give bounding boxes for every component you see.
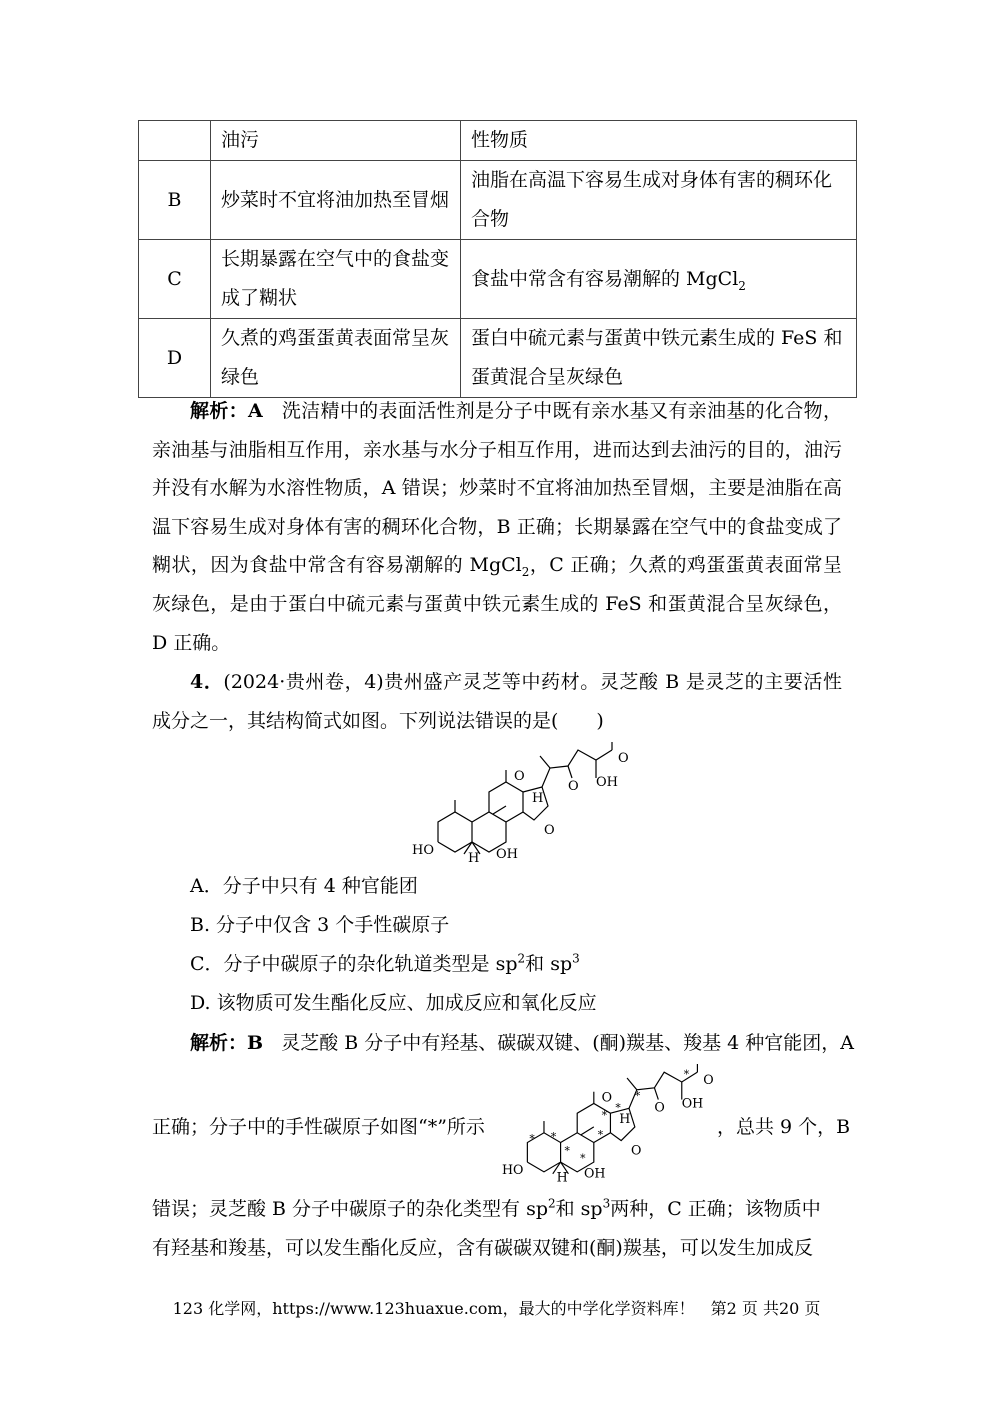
superscript: 2	[517, 951, 526, 966]
table-cell-phenomenon: 油污	[211, 121, 461, 161]
table-cell-explanation: 蛋白中硫元素与蛋黄中铁元素生成的 FeS 和蛋黄混合呈灰绿色	[461, 319, 857, 398]
hydrogen-label: H	[532, 791, 544, 806]
table-cell-phenomenon: 久煮的鸡蛋蛋黄表面常呈灰绿色	[211, 319, 461, 398]
hydroxyl-label: HO	[412, 843, 434, 858]
oxygen-label: O	[568, 779, 579, 794]
oxygen-label: O	[601, 1089, 613, 1105]
analysis-2-line-1	[190, 1028, 854, 1055]
hydrogen-label: H	[468, 851, 480, 862]
options-table	[138, 120, 857, 398]
analysis-2-line-4: 有羟基和羧基，可以发生酯化反应，含有碳碳双键和(酮)羰基，可以发生加成反	[152, 1237, 813, 1259]
chiral-star: *	[615, 1101, 621, 1115]
analysis-1	[152, 392, 842, 662]
analysis-answer: A	[247, 400, 263, 422]
hydroxyl-label: HO	[501, 1161, 524, 1177]
oxygen-label: O	[618, 751, 629, 766]
hydrogen-label: H	[619, 1111, 631, 1126]
analysis-text: 洗洁精中的表面活性剂是分子中既有亲水基又有亲油基的化合物，亲油基与油脂相互作用，亲水基与水分子相互作用，进而达到去油污的目的，油污并没有水解为水溶性物质，A 错误；炒菜时不宜将油加热至冒烟，主要是油脂在高温下容易生成对身体有害的稠环化合物，B 正确；长期暴露在空气中的食盐变成了糊状，因为食盐中常含有容易潮解的 MgCl	[152, 400, 842, 577]
subscript: 2	[521, 565, 530, 580]
superscript: 2	[548, 1196, 556, 1211]
table-cell-phenomenon: 炒菜时不宜将油加热至冒烟	[211, 161, 461, 240]
option-text: 和 sp	[525, 953, 573, 975]
chiral-star: *	[597, 1128, 604, 1142]
superscript: 3	[572, 951, 580, 966]
option-text: 该物质可发生酯化反应、加成反应和氧化反应	[216, 992, 597, 1014]
option-label: D.	[190, 992, 217, 1014]
table-row	[139, 161, 857, 240]
question-text: (2024·贵州卷，4)贵州盛产灵芝等中药材。灵芝酸 B 是灵芝的主要活性成分之一，其结构简式如图。下列说法错误的是( )	[152, 671, 842, 732]
analysis-text: 错误；灵芝酸 B 分子中碳原子的杂化类型有 sp	[152, 1198, 548, 1220]
analysis-label: 解析：	[190, 400, 248, 422]
chiral-star: *	[580, 1152, 586, 1166]
table-cell-explanation	[461, 240, 857, 319]
oxygen-label: O	[544, 823, 555, 838]
page-footer: 123 化学网，https://www.123huaxue.com，最大的中学化学资料库！ 第2 页 共20 页	[172, 1299, 821, 1318]
chiral-star: *	[529, 1132, 535, 1146]
analysis-text: 和 sp	[555, 1198, 603, 1220]
option-c	[190, 949, 580, 976]
analysis-text: 灵芝酸 B 分子中有羟基、碳碳双键、(酮)羰基、羧基 4 种官能团，A	[281, 1032, 854, 1054]
option-label: B.	[190, 914, 217, 936]
option-text: 分子中只有 4 种官能团	[222, 875, 418, 897]
analysis-text: ，C 正确；久煮的鸡蛋蛋黄表面常呈灰绿色，是由于蛋白中硫元素与蛋黄中铁元素生成的 FeS 和蛋黄混合呈灰绿色，D 正确。	[152, 554, 842, 654]
hydroxyl-label: OH	[584, 1165, 606, 1181]
table-row	[139, 319, 857, 398]
table-cell-option: C	[139, 240, 211, 319]
superscript: 3	[602, 1196, 611, 1211]
oxygen-label: O	[703, 1071, 714, 1087]
hydroxyl-label: OH	[596, 775, 618, 790]
explanation-text: 食盐中常含有容易潮解的 MgCl	[471, 267, 739, 290]
oxygen-label: O	[630, 1142, 642, 1158]
analysis-text: 两种，C 正确；该物质中	[610, 1198, 821, 1220]
chiral-star: *	[601, 1109, 608, 1123]
table-cell-explanation: 油脂在高温下容易生成对身体有害的稠环化合物	[461, 161, 857, 240]
analysis-answer: B	[247, 1032, 264, 1054]
hydroxyl-label: OH	[496, 847, 518, 862]
analysis-label: 解析：	[190, 1032, 248, 1054]
table-row	[139, 121, 857, 161]
table-cell-option: B	[139, 161, 211, 240]
option-text: 分子中碳原子的杂化轨道类型是 sp	[223, 953, 518, 975]
subscript: 2	[738, 278, 746, 293]
analysis-2-line-2a: 正确；分子中的手性碳原子如图“*”所示	[152, 1116, 485, 1138]
question-number: 4．	[190, 671, 224, 693]
hydroxyl-label: OH	[681, 1095, 704, 1111]
table-row	[139, 240, 857, 319]
option-text: 分子中仅含 3 个手性碳原子	[216, 914, 450, 936]
chiral-star: *	[634, 1089, 641, 1103]
chiral-star: *	[564, 1144, 570, 1158]
hydrogen-label: H	[556, 1169, 568, 1182]
option-a	[190, 871, 418, 898]
chiral-star: *	[683, 1068, 690, 1082]
analysis-2-line-3	[152, 1194, 821, 1221]
table-cell-explanation: 性物质	[461, 121, 857, 161]
molecule-structure	[410, 742, 630, 862]
chiral-star: *	[550, 1130, 557, 1144]
oxygen-label: O	[514, 769, 525, 784]
table-cell-option: D	[139, 319, 211, 398]
table-cell-option	[139, 121, 211, 161]
oxygen-label: O	[654, 1099, 665, 1115]
molecule-structure-chiral	[500, 1064, 715, 1182]
option-b	[190, 910, 449, 937]
table-cell-phenomenon: 长期暴露在空气中的食盐变成了糊状	[211, 240, 461, 319]
option-label: C．	[190, 953, 224, 975]
question-4	[152, 663, 842, 740]
option-label: A．	[190, 875, 223, 897]
analysis-2-line-2b: ，总共 9 个，B	[717, 1116, 851, 1138]
option-d	[190, 988, 597, 1015]
